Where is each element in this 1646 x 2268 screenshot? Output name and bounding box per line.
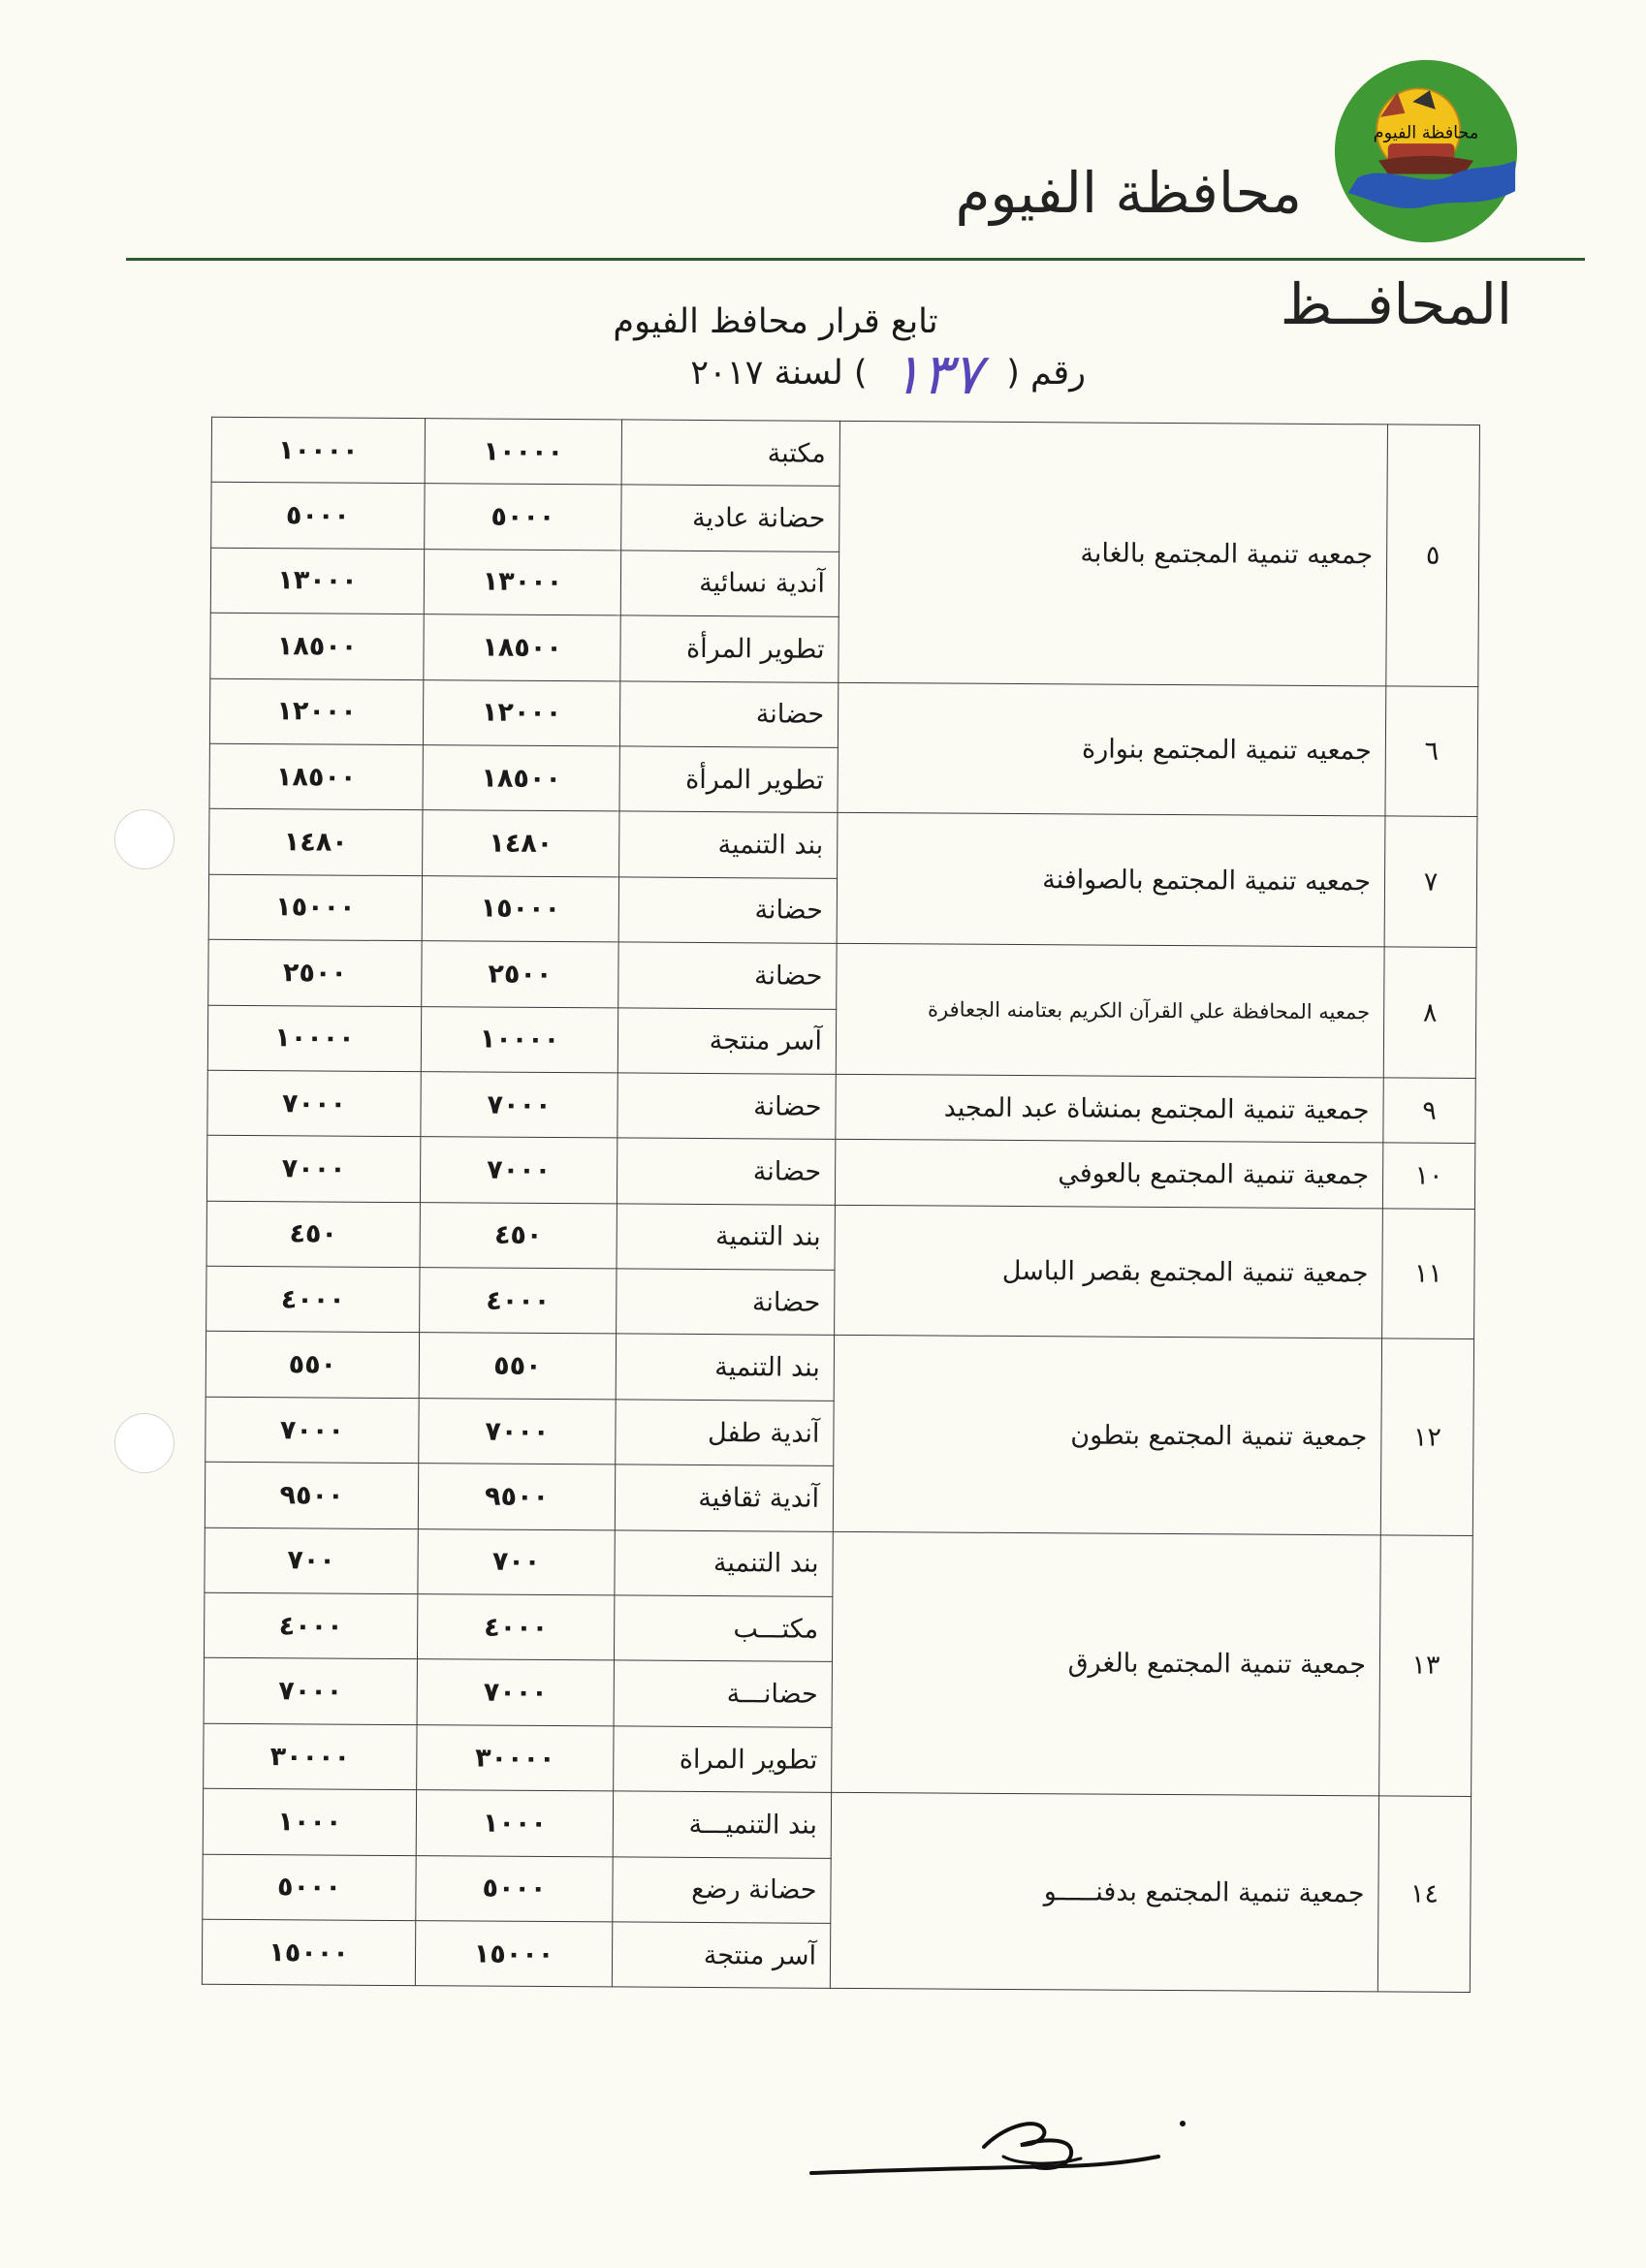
activity-total: ١٢٠٠٠ [209, 678, 423, 745]
signature [809, 2089, 1197, 2195]
association-name: جمعية تنمية المجتمع بالغرق [832, 1531, 1381, 1796]
entry-seq: ٥ [1386, 425, 1480, 686]
decree-year-label: ) لسنة ٢٠١٧ [690, 354, 868, 393]
activity-amount: ٣٠٠٠٠ [417, 1724, 614, 1791]
activity-amount: ٥٠٠٠ [425, 484, 621, 551]
association-name: جمعيه تنمية المجتمع بالصوافنة [837, 813, 1385, 947]
association-name: جمعيه تنمية المجتمع بالغابة [839, 421, 1388, 685]
activity-total: ٥٥٠ [206, 1332, 419, 1399]
activity-total: ١٥٠٠٠ [202, 1919, 415, 1986]
activity-amount: ٤٠٠٠ [420, 1268, 617, 1335]
activity-name: تطوير المرأة [619, 746, 838, 813]
activity-name: بند التنمية [619, 811, 838, 878]
decree-number-label: رقم ( [1006, 354, 1086, 393]
activity-name: حضانة رضع [613, 1857, 831, 1924]
activity-name: بند التنمية [617, 1204, 835, 1271]
governorate-logo [1331, 56, 1521, 246]
entry-seq: ١٣ [1379, 1535, 1473, 1797]
activity-amount: ٧٠٠٠ [419, 1399, 616, 1465]
activity-total: ١٠٠٠٠ [211, 417, 425, 484]
activity-name: آندية نسائية [620, 551, 839, 617]
activity-amount: ١٨٥٠٠ [424, 614, 620, 681]
association-name: جمعية تنمية المجتمع بمنشاة عبد المجيد [836, 1074, 1383, 1143]
activity-total: ١٣٠٠٠ [210, 548, 424, 614]
office-title: المحافــظ [1280, 271, 1512, 337]
activity-amount: ٧٠٠ [418, 1528, 615, 1595]
activity-amount: ٤٥٠ [420, 1202, 617, 1269]
activity-name: حضانة [617, 1269, 835, 1336]
association-name: جمعية تنمية المجتمع بالعوفي [835, 1140, 1382, 1209]
table-row [206, 1201, 1474, 1275]
punch-hole-upper [114, 809, 174, 869]
entry-seq: ١١ [1382, 1209, 1475, 1339]
activity-total: ١٥٠٠٠ [208, 874, 422, 941]
activity-name: بند التنمية [615, 1530, 833, 1597]
entry-seq: ٧ [1384, 816, 1477, 947]
table-row [206, 1136, 1474, 1210]
activity-amount: ١٨٥٠٠ [423, 745, 619, 812]
activity-name: حضانة [617, 1073, 836, 1140]
table-row [209, 678, 1477, 752]
activity-amount: ٧٠٠٠ [417, 1659, 614, 1726]
activity-total: ٣٠٠٠٠ [204, 1723, 417, 1790]
logo-text: محافظة الفيوم [1373, 123, 1479, 143]
activity-amount: ٧٠٠٠ [420, 1137, 617, 1204]
activity-name: آسر منتجة [617, 1007, 836, 1074]
activity-total: ٢٥٠٠ [208, 939, 422, 1006]
decree-number-line [543, 341, 1086, 407]
entry-seq: ١٤ [1377, 1796, 1471, 1993]
activity-amount: ١٥٠٠٠ [422, 875, 618, 942]
activity-total: ٥٠٠٠ [203, 1854, 416, 1921]
entry-seq: ٩ [1383, 1078, 1475, 1144]
decree-number-handwritten: ١٣٧ [891, 341, 983, 407]
decree-title: تابع قرار محافظ الفيوم [613, 302, 938, 341]
activity-name: تطوير المرأة [620, 615, 839, 682]
table-row [205, 1528, 1472, 1601]
activity-name: بند التنميـــة [613, 1791, 831, 1858]
activity-name: مكتبة [621, 420, 839, 487]
entry-seq: ٨ [1383, 947, 1476, 1078]
activity-name: تطوير المراة [614, 1726, 832, 1793]
activity-total: ٤٠٠٠ [204, 1592, 417, 1659]
association-name: جمعيه تنمية المجتمع بنوارة [838, 682, 1386, 816]
activity-total: ٩٥٠٠ [205, 1463, 418, 1529]
activity-total: ٤٥٠ [206, 1201, 420, 1268]
activity-total: ٧٠٠ [205, 1528, 418, 1594]
activity-amount: ١٥٠٠٠ [415, 1921, 612, 1988]
activity-amount: ١٤٨٠ [423, 810, 619, 877]
activity-name: حضانة [618, 877, 837, 944]
association-name: جمعيه المحافظة علي القرآن الكريم بعتامنه الجعافرة [836, 943, 1384, 1077]
activity-total: ٥٠٠٠ [211, 483, 425, 550]
activity-total: ٤٠٠٠ [206, 1266, 420, 1333]
table-row [209, 809, 1477, 883]
table-row [208, 939, 1476, 1013]
entry-seq: ٦ [1385, 685, 1478, 816]
activity-name: حضانة [618, 942, 837, 1009]
activity-amount: ٢٥٠٠ [422, 941, 618, 1008]
activity-amount: ٧٠٠٠ [421, 1072, 617, 1139]
activity-total: ١٠٠٠ [203, 1788, 416, 1855]
table-row [206, 1332, 1473, 1405]
activity-total: ٧٠٠٠ [204, 1658, 417, 1725]
activity-amount: ٩٥٠٠ [418, 1464, 615, 1530]
association-name: جمعية تنمية المجتمع بقصر الباسل [835, 1205, 1383, 1339]
activity-total: ١٨٥٠٠ [210, 613, 424, 679]
activity-amount: ٥٥٠ [419, 1333, 616, 1400]
association-name: جمعية تنمية المجتمع بدفنـــــو [830, 1793, 1378, 1993]
table-row [211, 417, 1479, 490]
association-name: جمعية تنمية المجتمع بتطون [833, 1336, 1381, 1535]
activity-total: ٧٠٠٠ [207, 1070, 421, 1137]
activity-name: حضانة [617, 1138, 835, 1205]
activity-name: حضانة [619, 680, 838, 747]
entry-seq: ١٢ [1380, 1339, 1473, 1535]
table-row [203, 1788, 1471, 1862]
activity-amount: ١٠٠٠٠ [421, 1006, 617, 1073]
activity-total: ١٠٠٠٠ [207, 1005, 421, 1072]
activity-name: حضانـــة [614, 1660, 832, 1727]
activity-name: آندية ثقافية [615, 1465, 833, 1531]
activity-amount: ٤٠٠٠ [417, 1594, 614, 1661]
activity-name: مكتـــب [614, 1595, 832, 1662]
activity-total: ١٨٥٠٠ [209, 743, 423, 810]
activity-name: بند التنمية [616, 1334, 834, 1401]
activity-amount: ١٠٠٠٠ [425, 419, 621, 486]
activity-total: ٧٠٠٠ [206, 1136, 420, 1203]
activity-name: آسر منتجة [612, 1922, 830, 1989]
governorate-name: محافظة الفيوم [955, 160, 1302, 226]
allocations-table [202, 417, 1480, 1994]
punch-hole-lower [114, 1413, 174, 1473]
activity-amount: ١٢٠٠٠ [423, 679, 619, 746]
header-divider [126, 258, 1585, 261]
activity-total: ١٤٨٠ [209, 809, 423, 876]
activity-total: ٧٠٠٠ [206, 1397, 419, 1464]
activity-amount: ٥٠٠٠ [416, 1855, 613, 1922]
entry-seq: ١٠ [1382, 1143, 1474, 1209]
activity-amount: ١٣٠٠٠ [424, 549, 620, 615]
activity-amount: ١٠٠٠ [416, 1790, 613, 1857]
activity-name: حضانة عادية [621, 485, 839, 551]
table-row [207, 1070, 1475, 1144]
activity-name: آندية طفل [616, 1400, 834, 1466]
